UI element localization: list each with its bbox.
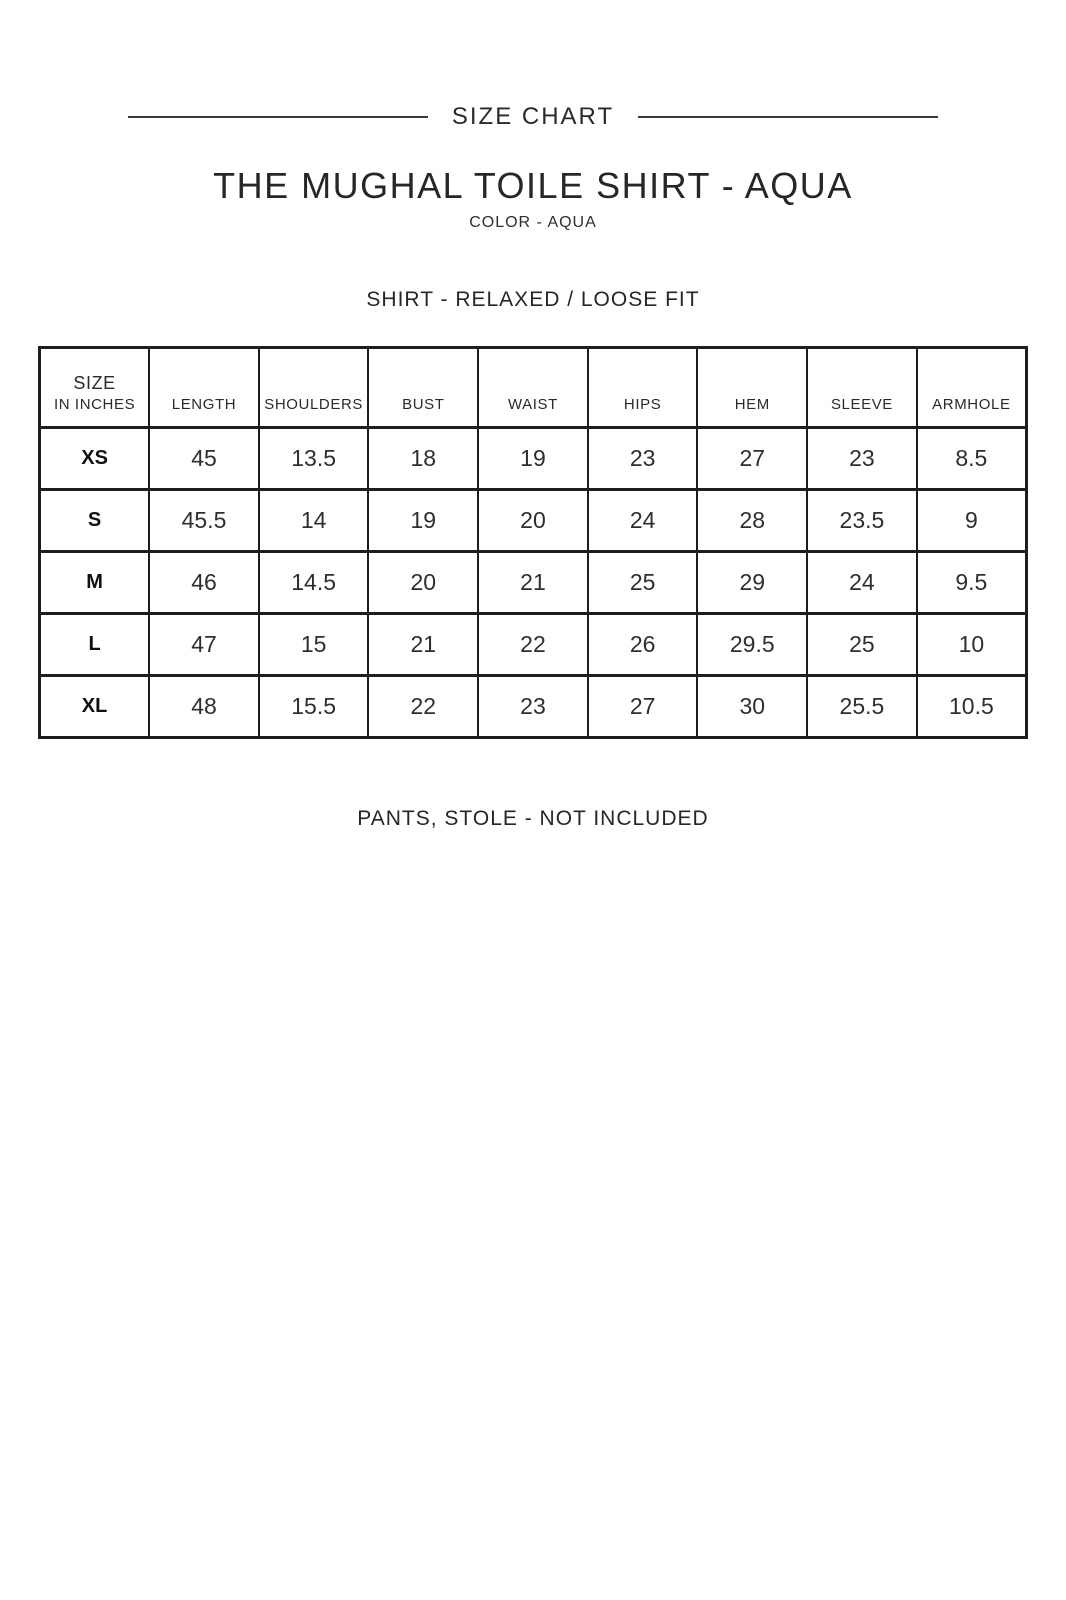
measurement-cell: 47	[149, 614, 259, 676]
size-row-xs	[40, 428, 1027, 490]
measurement-cell: 19	[368, 490, 478, 552]
color-subtitle: COLOR - AQUA	[469, 214, 597, 231]
size-row-l	[40, 614, 1027, 676]
size-row-m	[40, 552, 1027, 614]
header-row	[40, 348, 1027, 428]
measurement-cell: 19	[478, 428, 588, 490]
table-body	[40, 428, 1027, 738]
measurement-cell: 23	[478, 676, 588, 738]
measurement-cell: 15	[259, 614, 369, 676]
size-row-xl	[40, 676, 1027, 738]
measurement-cell: 25	[588, 552, 698, 614]
measurement-cell: 9.5	[917, 552, 1027, 614]
size-chart-table	[38, 346, 1028, 739]
size-chart-heading-row	[0, 104, 1066, 130]
column-header-length: LENGTH	[149, 348, 259, 428]
measurement-cell: 20	[368, 552, 478, 614]
footer-note: PANTS, STOLE - NOT INCLUDED	[357, 807, 709, 830]
measurement-cell: 14.5	[259, 552, 369, 614]
measurement-cell: 46	[149, 552, 259, 614]
heading-rule-left	[128, 116, 428, 118]
measurement-cell: 29	[697, 552, 807, 614]
measurement-cell: 29.5	[697, 614, 807, 676]
measurement-cell: 48	[149, 676, 259, 738]
table-header	[40, 348, 1027, 428]
size-label: XS	[40, 428, 150, 490]
measurement-cell: 45	[149, 428, 259, 490]
measurement-cell: 10.5	[917, 676, 1027, 738]
column-header-size	[40, 348, 150, 428]
measurement-cell: 14	[259, 490, 369, 552]
measurement-cell: 10	[917, 614, 1027, 676]
size-header-line1: SIZE	[73, 373, 116, 393]
measurement-cell: 23	[588, 428, 698, 490]
measurement-cell: 27	[697, 428, 807, 490]
measurement-cell: 15.5	[259, 676, 369, 738]
product-title: THE MUGHAL TOILE SHIRT - AQUA	[213, 165, 853, 206]
measurement-cell: 22	[478, 614, 588, 676]
measurement-cell: 27	[588, 676, 698, 738]
measurement-cell: 23.5	[807, 490, 917, 552]
size-label: S	[40, 490, 150, 552]
column-header-waist: WAIST	[478, 348, 588, 428]
measurement-cell: 26	[588, 614, 698, 676]
measurement-cell: 18	[368, 428, 478, 490]
column-header-armhole: ARMHOLE	[917, 348, 1027, 428]
measurement-cell: 22	[368, 676, 478, 738]
measurement-cell: 24	[588, 490, 698, 552]
column-header-hips: HIPS	[588, 348, 698, 428]
heading-rule-right	[638, 116, 938, 118]
size-header-line2: IN INCHES	[53, 396, 136, 413]
measurement-cell: 20	[478, 490, 588, 552]
measurement-cell: 9	[917, 490, 1027, 552]
column-header-sleeve: SLEEVE	[807, 348, 917, 428]
column-header-shoulders: SHOULDERS	[259, 348, 369, 428]
size-label: L	[40, 614, 150, 676]
size-row-s	[40, 490, 1027, 552]
measurement-cell: 30	[697, 676, 807, 738]
column-header-hem: HEM	[697, 348, 807, 428]
measurement-cell: 13.5	[259, 428, 369, 490]
size-label: XL	[40, 676, 150, 738]
measurement-cell: 28	[697, 490, 807, 552]
fit-note: SHIRT - RELAXED / LOOSE FIT	[366, 288, 700, 311]
column-header-bust: BUST	[368, 348, 478, 428]
measurement-cell: 45.5	[149, 490, 259, 552]
size-label: M	[40, 552, 150, 614]
measurement-cell: 8.5	[917, 428, 1027, 490]
measurement-cell: 24	[807, 552, 917, 614]
measurement-cell: 25	[807, 614, 917, 676]
page-title: SIZE CHART	[451, 103, 615, 130]
measurement-cell: 21	[368, 614, 478, 676]
measurement-cell: 25.5	[807, 676, 917, 738]
measurement-cell: 23	[807, 428, 917, 490]
measurement-cell: 21	[478, 552, 588, 614]
